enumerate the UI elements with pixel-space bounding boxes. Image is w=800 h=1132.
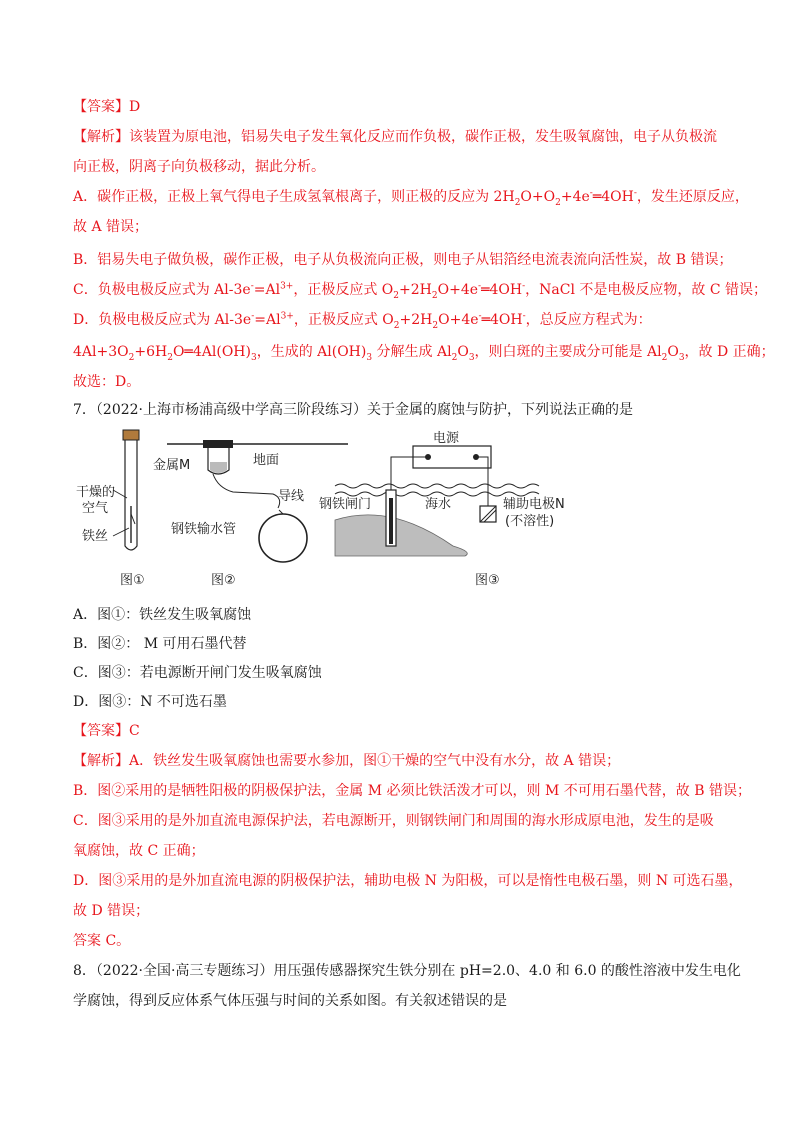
figure-3 bbox=[319, 430, 565, 588]
fig2-label-pipe: 钢铁输水管 bbox=[171, 522, 237, 537]
q7-option-b: B．图②： M 可用石墨代替 bbox=[73, 636, 247, 652]
q6-option-d-analysis: D．负极电极反应式为 $Al-3e^-=Al^{3+}$，正极反应式 $O_2+2H_2O+4e^-═4OH^-$，总反应方程式为： bbox=[73, 311, 652, 331]
wire-icon bbox=[213, 474, 280, 508]
q6-conclusion: 故选：D。 bbox=[73, 374, 141, 390]
fig1-label-dry: 干燥的 bbox=[76, 485, 116, 500]
fig3-caption: 图③ bbox=[475, 573, 500, 588]
seabed-icon bbox=[335, 515, 467, 556]
q7-option-d: D．图③：N 不可选石墨 bbox=[73, 694, 227, 710]
q8-stem-line-2: 学腐蚀，得到反应体系气体压强与时间的关系如图。有关叙述错误的是 bbox=[73, 993, 507, 1009]
answer-value: D bbox=[129, 99, 141, 115]
answer-tag: 【答案】 bbox=[73, 99, 129, 115]
answer-value: C bbox=[129, 723, 140, 739]
q7-figure bbox=[73, 428, 593, 590]
fig2-label-metal-m: 金属M bbox=[153, 458, 191, 473]
fig3-label-electrode: 辅助电极N bbox=[503, 497, 565, 512]
q6-option-c-analysis: C．负极电极反应式为 $Al-3e^-=Al^{3+}$，正极反应式 $O_2+2H_2O+4e^-═4OH^-$，NaCl 不是电极反应物，故 C 错误； bbox=[73, 281, 767, 301]
q7-option-a: A．图①：铁丝发生吸氧腐蚀 bbox=[73, 607, 252, 623]
fig1-label-air: 空气 bbox=[82, 501, 109, 516]
q8-stem-line-1: 8．（2022·全国·高三专题练习）用压强传感器探究生铁分别在 pH=2.0、4.0 和 6.0 的酸性溶液中发生电化 bbox=[73, 963, 741, 979]
q6-total-equation: $4Al+3O_2+6H_2O═4Al(OH)_3$，生成的 $Al(OH)_3$ 分解生成 $Al_2O_3$，则白斑的主要成分可能是 $Al_2O_3$，故 D 正确； bbox=[73, 344, 775, 363]
q6-answer-line bbox=[73, 97, 140, 117]
q7-analysis-c-cont: 氧腐蚀，故 C 正确； bbox=[73, 843, 205, 859]
q7-analysis-d-cont: 故 D 错误； bbox=[73, 903, 150, 919]
q6-option-a-analysis: A．碳作正极，正极上氧气得电子生成氢氧根离子，则正极的反应为 $2H_2O+O_2+4e^-═4OH^-$，发生还原反应， bbox=[73, 188, 749, 208]
q6-option-b-analysis: B．铝易失电子做负极，碳作正极，电子从负极流向正极，则电子从铝箔经电流表流向活性炭，故 B 错误； bbox=[73, 252, 733, 268]
q6-analysis-line-1: 【解析】该装置为原电池，铝易失电子发生氧化反应而作负极，碳作正极，发生吸氧腐蚀，电子从负极流 bbox=[73, 129, 717, 145]
q7-analysis-c: C．图③采用的是外加直流电源保护法，若电源断开，则钢铁闸门和周围的海水形成原电池，发生的是吸 bbox=[73, 813, 714, 829]
pipe-icon bbox=[259, 514, 307, 562]
q7-answer-line bbox=[73, 721, 140, 741]
fig3-label-gate: 钢铁闸门 bbox=[319, 497, 372, 512]
q7-analysis-a: 【解析】A．铁丝发生吸氧腐蚀也需要水参加，图①干燥的空气中没有水分，故 A 错误； bbox=[73, 753, 621, 769]
figure-2 bbox=[153, 440, 348, 588]
fig3-label-power: 电源 bbox=[433, 431, 460, 446]
cap-icon bbox=[203, 440, 233, 448]
fig1-caption: 图① bbox=[120, 573, 145, 588]
stopper-icon bbox=[123, 430, 139, 440]
q6-option-a-analysis-cont: 故 A 错误； bbox=[73, 219, 149, 235]
fig1-label-wire: 铁丝 bbox=[82, 529, 109, 544]
q7-analysis-d: D．图③采用的是外加直流电源的阴极保护法，辅助电极 N 为阳极，可以是惰性电极石墨，则 N 可选石墨， bbox=[73, 873, 743, 889]
fig2-label-ground: 地面 bbox=[253, 453, 280, 468]
analysis-tag: 【解析】 bbox=[73, 753, 129, 769]
q7-analysis-b: B．图②采用的是牺牲阳极的阴极保护法，金属 M 必须比铁活泼才可以，则 M 不可用石墨代替，故 B 错误； bbox=[73, 783, 751, 799]
q7-option-c: C．图③：若电源断开闸门发生吸氧腐蚀 bbox=[73, 665, 322, 681]
sea-surface bbox=[335, 484, 539, 488]
figure-1 bbox=[76, 430, 145, 588]
fig2-label-wire: 导线 bbox=[278, 489, 305, 504]
q6-analysis-line-2: 向正极，阴离子向负极移动，据此分析。 bbox=[73, 159, 325, 175]
answer-tag: 【答案】 bbox=[73, 723, 129, 739]
q7-final-answer: 答案 C。 bbox=[73, 933, 131, 949]
q7-stem: 7．（2022·上海市杨浦高级中学高三阶段练习）关于金属的腐蚀与防护，下列说法正确的是 bbox=[73, 402, 633, 418]
fig3-label-insoluble: (不溶性) bbox=[505, 514, 555, 529]
analysis-tag: 【解析】 bbox=[73, 129, 129, 145]
fig2-caption: 图② bbox=[211, 573, 236, 588]
fig3-label-seawater: 海水 bbox=[425, 497, 452, 512]
